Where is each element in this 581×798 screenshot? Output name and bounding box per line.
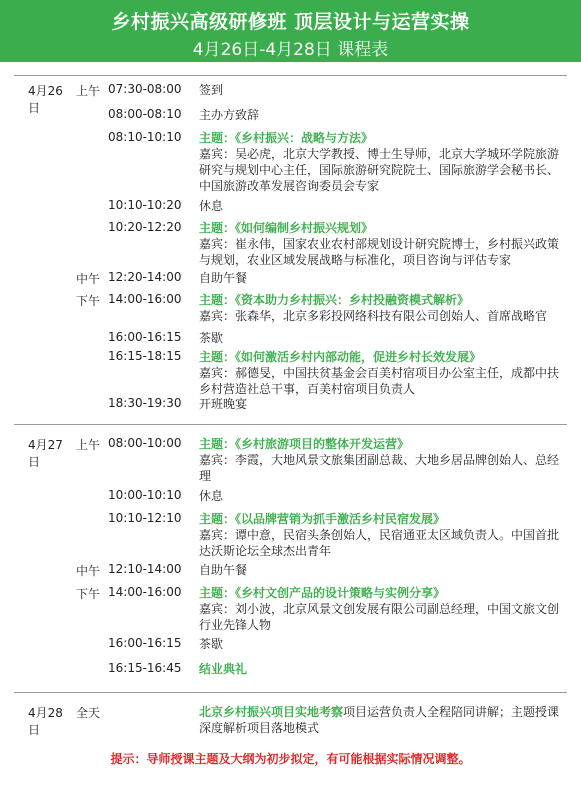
time-slot: 12:20-14:00 <box>108 270 182 284</box>
schedule-item: 签到 <box>199 83 224 97</box>
field-trip-item <box>199 704 562 736</box>
period-label: 上午 <box>76 438 101 452</box>
time-slot: 16:15-16:45 <box>108 661 182 675</box>
period-label: 上午 <box>76 84 101 98</box>
session-block <box>199 436 562 484</box>
divider <box>14 75 567 76</box>
session-speaker: 嘉宾：崔永伟，国家农业农村部规划设计研究院博士，乡村振兴政策与规划，农业区域发展战略与标准化，项目咨询与评估专家 <box>199 237 560 267</box>
session-block <box>199 511 562 559</box>
session-topic: 主题：《以品牌营销为抓手激活乡村民宿发展》 <box>199 512 446 526</box>
session-topic: 主题：《如何激活乡村内部动能，促进乡村长效发展》 <box>199 350 482 364</box>
time-slot: 16:00-16:15 <box>108 330 182 344</box>
time-slot: 18:30-19:30 <box>108 396 182 410</box>
time-slot: 10:00-10:10 <box>108 488 182 502</box>
session-topic: 主题：《乡村旅游项目的整体开发运营》 <box>199 437 410 451</box>
time-slot: 08:00-08:10 <box>108 107 182 121</box>
divider <box>14 424 567 425</box>
page-subtitle: 4月26日-4月28日 课程表 <box>192 40 389 60</box>
session-speaker: 嘉宾：刘小波，北京风景文创发展有限公司副总经理，中国文旅文创行业先锋人物 <box>199 602 560 632</box>
time-slot: 07:30-08:00 <box>108 82 182 96</box>
time-slot: 12:10-14:00 <box>108 562 182 576</box>
session-block <box>199 220 562 268</box>
session-speaker: 嘉宾：郝德旻，中国扶贫基金会百美村宿项目办公室主任，成都中扶乡村营造社总干事，百美村宿项目负责人 <box>199 366 560 396</box>
closing-ceremony: 结业典礼 <box>199 662 248 676</box>
day-date: 4月27日 <box>28 438 63 469</box>
notice-text: 提示：导师授课主题及大纲为初步拟定，有可能根据实际情况调整。 <box>110 752 471 766</box>
session-topic: 主题：《乡村文创产品的设计策略与实例分享》 <box>199 586 446 600</box>
schedule-item: 休息 <box>199 199 224 213</box>
session-block <box>199 349 562 397</box>
session-speaker: 嘉宾：张森华，北京多彩投网络科技有限公司创始人、首席战略官 <box>199 309 548 323</box>
time-slot: 08:10-10:10 <box>108 130 182 144</box>
time-slot: 10:20-12:20 <box>108 220 182 234</box>
page-title: 乡村振兴高级研修班 顶层设计与运营实操 <box>111 11 470 33</box>
time-slot: 16:00-16:15 <box>108 636 182 650</box>
field-trip-detail: 项目运营负责人全程陪同讲解；主题授课深度解析项目落地模式 <box>199 705 560 735</box>
time-slot: 16:15-18:15 <box>108 349 182 363</box>
period-label: 全天 <box>76 706 101 720</box>
schedule-item: 开班晚宴 <box>199 397 248 411</box>
session-topic: 主题：《如何编制乡村振兴规划》 <box>199 221 374 235</box>
period-label: 中午 <box>76 564 101 578</box>
session-block <box>199 585 562 633</box>
schedule-item: 主办方致辞 <box>199 108 260 122</box>
session-block <box>199 130 562 194</box>
session-topic: 主题：《乡村振兴：战略与方法》 <box>199 131 374 145</box>
time-slot: 14:00-16:00 <box>108 585 182 599</box>
day-date: 4月28日 <box>28 706 63 737</box>
schedule-item: 休息 <box>199 489 224 503</box>
schedule-item: 茶歇 <box>199 331 224 345</box>
schedule-item: 自助午餐 <box>199 271 248 285</box>
divider <box>14 692 567 693</box>
time-slot: 08:00-10:00 <box>108 436 182 450</box>
session-speaker: 嘉宾：谭中意，民宿头条创始人，民宿通亚太区域负责人。中国首批达沃斯论坛全球杰出青年 <box>199 528 560 558</box>
day-date: 4月26日 <box>28 84 63 115</box>
schedule-item: 自助午餐 <box>199 563 248 577</box>
time-slot: 10:10-12:10 <box>108 511 182 525</box>
session-topic: 主题：《资本助力乡村振兴：乡村投融资模式解析》 <box>199 293 470 307</box>
period-label: 下午 <box>76 294 101 308</box>
time-slot: 10:10-10:20 <box>108 198 182 212</box>
time-slot: 14:00-16:00 <box>108 292 182 306</box>
schedule-item: 茶歇 <box>199 637 224 651</box>
field-trip-topic: 北京乡村振兴项目实地考察 <box>199 705 344 719</box>
period-label: 下午 <box>76 587 101 601</box>
session-speaker: 嘉宾：吴必虎，北京大学教授、博士生导师，北京大学城环学院旅游研究与规划中心主任，国际旅游研究院院士、国际旅游学会秘书长、中国旅游改革发展咨询委员会专家 <box>199 147 560 193</box>
header-banner <box>0 0 581 62</box>
period-label: 中午 <box>76 272 101 286</box>
session-block <box>199 292 562 324</box>
session-speaker: 嘉宾：李霞，大地风景文旅集团副总裁、大地乡居品牌创始人、总经理 <box>199 453 560 483</box>
